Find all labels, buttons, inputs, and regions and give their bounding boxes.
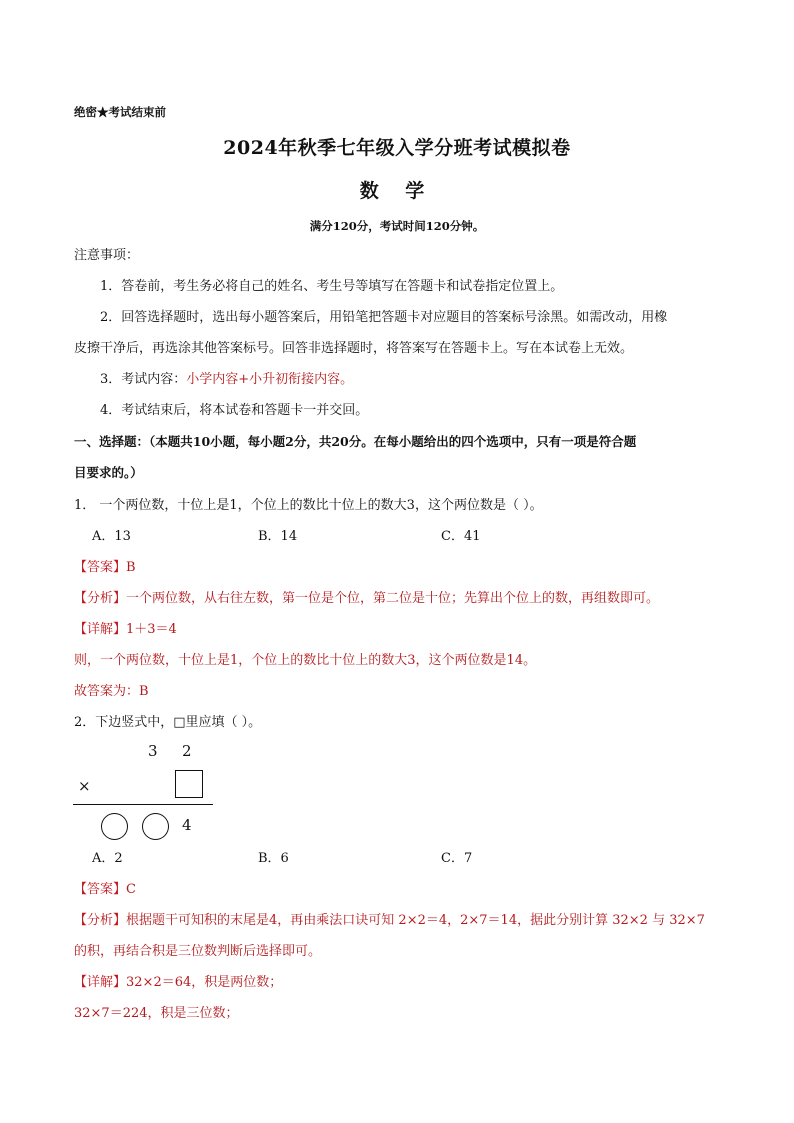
answer-value: C: [126, 882, 136, 897]
note-2-line-2: 皮擦干净后，再选涂其他答案标号。回答非选择题时，将答案写在答题卡上。写在本试卷上无效。: [74, 341, 634, 356]
question-1-detail-2: 则，一个两位数，十位上是1，个位上的数比十位上的数大3，这个两位数是14。: [74, 653, 537, 668]
question-2-option-a: A．2: [92, 851, 123, 866]
answer-tag: 【答案】: [74, 882, 127, 897]
answer-value: B: [126, 560, 136, 575]
question-1-detail: [74, 620, 177, 640]
score-time-note: 满分120分，考试时间120分钟。: [309, 219, 485, 233]
question-1-stem: 1． 一个两位数，十位上是1，个位上的数比十位上的数大3，这个两位数是（ ）。: [74, 498, 543, 513]
question-1-option-b: B．14: [258, 529, 298, 544]
question-2-detail-2: 32×7＝224，积是三位数；: [74, 1006, 239, 1021]
question-2-option-b: B．6: [258, 851, 289, 866]
question-2-answer: [74, 880, 136, 900]
calc-digit-3: 3: [148, 742, 158, 760]
exam-title: 2024年秋季七年级入学分班考试模拟卷: [223, 137, 571, 159]
calc-circle-2: [142, 813, 169, 840]
calc-times-sign: ×: [78, 777, 91, 795]
calc-blank-box: [175, 770, 203, 798]
analysis-tag: 【分析】: [74, 913, 127, 928]
section-1-heading-line-1: 一、选择题：（本题共10小题，每小题2分，共20分。在每小题给出的四个选项中，只有一项是符合题: [74, 434, 637, 449]
detail-text: 32×2＝64，积是两位数；: [126, 975, 283, 990]
calc-rule-line: [73, 804, 213, 805]
calc-digit-2: 2: [182, 742, 192, 760]
note-3: [100, 370, 353, 390]
answer-tag: 【答案】: [74, 560, 127, 575]
question-1-option-c: C．41: [441, 529, 481, 544]
question-2-option-c: C．7: [441, 851, 473, 866]
calc-result-digit: 4: [182, 816, 192, 834]
detail-tag: 【详解】: [74, 975, 127, 990]
question-1-conclusion: 故答案为：B: [74, 684, 149, 699]
detail-tag: 【详解】: [74, 622, 127, 637]
calc-circle-1: [101, 813, 128, 840]
question-2-stem: 2．下边竖式中，□里应填（ ）。: [74, 715, 262, 730]
analysis-text: 根据题干可知积的末尾是4，再由乘法口诀可知 2×2＝4，2×7＝14，据此分别计算 32×2 与 32×7: [126, 913, 705, 928]
analysis-text: 一个两位数，从右往左数，第一位是个位，第二位是十位；先算出个位上的数，再组数即可。: [126, 591, 660, 606]
confidential-label: 绝密★考试结束前: [74, 105, 166, 119]
question-2-analysis-line-1: [74, 911, 705, 931]
note-3-prefix: 3．考试内容：: [100, 372, 187, 387]
notes-heading: 注意事项：: [74, 248, 140, 263]
note-4: 4．考试结束后，将本试卷和答题卡一并交回。: [100, 403, 369, 418]
note-3-content: 小学内容+小升初衔接内容。: [186, 372, 354, 387]
question-1-answer: [74, 558, 136, 578]
section-1-heading-line-2: 目要求的。）: [74, 465, 143, 480]
question-2-detail-1: [74, 973, 282, 993]
question-2-analysis-line-2: 的积，再结合积是三位数判断后选择即可。: [74, 944, 322, 959]
note-1: 1．答卷前，考生务必将自己的姓名、考生号等填写在答题卡和试卷指定位置上。: [100, 279, 564, 294]
subject-title: 数 学: [359, 180, 435, 202]
question-1-option-a: A．13: [92, 529, 131, 544]
question-1-analysis: [74, 589, 659, 609]
detail-text: 1＋3＝4: [126, 622, 177, 637]
analysis-tag: 【分析】: [74, 591, 127, 606]
note-2-line-1: 2．回答选择题时，选出每小题答案后，用铅笔把答题卡对应题目的答案标号涂黑。如需改动，用橡: [100, 310, 668, 325]
